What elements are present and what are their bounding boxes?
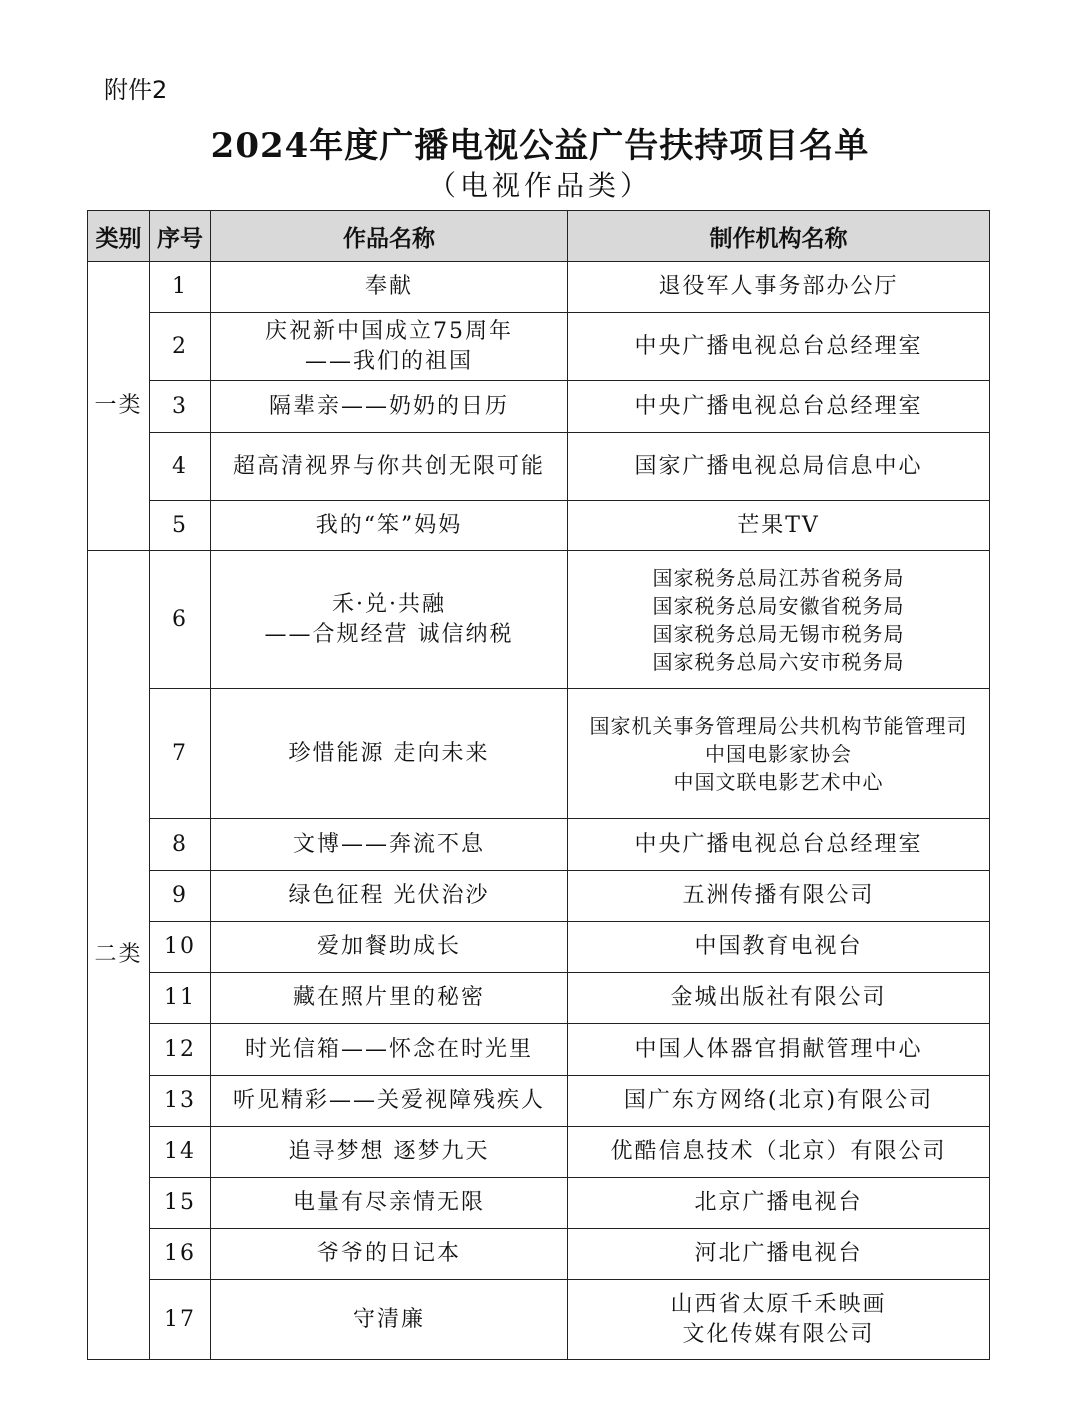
number-cell: 1	[150, 262, 211, 313]
organization-line: 国家税务总局江苏省税务局	[652, 565, 905, 590]
organization-cell	[568, 313, 990, 381]
work-name-cell	[211, 1178, 568, 1229]
organization-line: 国广东方网络(北京)有限公司	[623, 1088, 934, 1113]
organization-cell	[568, 871, 990, 922]
organization-line: 中央广播电视总台总经理室	[634, 831, 923, 857]
organization-line: 优酷信息技术（北京）有限公司	[610, 1139, 947, 1164]
work-name-cell	[211, 262, 568, 313]
work-name-cell	[211, 433, 568, 501]
organization-cell	[568, 1127, 990, 1178]
number-cell: 17	[150, 1280, 211, 1360]
number-cell: 11	[150, 973, 211, 1024]
organization-line: 金城出版社有限公司	[670, 985, 887, 1010]
organization-line: 河北广播电视台	[694, 1241, 863, 1266]
organization-cell	[568, 1178, 990, 1229]
organization-line: 国家税务总局六安市税务局	[652, 649, 905, 674]
organization-line: 中央广播电视总台总经理室	[634, 333, 923, 359]
organization-line: 国家税务总局安徽省税务局	[652, 593, 905, 618]
table-body	[88, 262, 990, 1360]
work-name-cell	[211, 1280, 568, 1360]
number-cell: 15	[150, 1178, 211, 1229]
category-cell: 二类	[88, 551, 150, 1360]
work-name-line: 听见精彩——关爱视障残疾人	[232, 1088, 545, 1113]
table-row	[88, 973, 990, 1024]
table-row	[88, 262, 990, 313]
organization-line: 山西省太原千禾映画	[670, 1291, 887, 1317]
number-cell: 10	[150, 922, 211, 973]
work-name-line: 藏在照片里的秘密	[292, 985, 485, 1010]
table-row	[88, 1024, 990, 1076]
organization-cell	[568, 501, 990, 551]
organization-cell	[568, 1024, 990, 1076]
work-name-cell	[211, 689, 568, 819]
table-row	[88, 433, 990, 501]
work-name-line: 庆祝新中国成立75周年	[265, 318, 513, 344]
header-organization-name: 制作机构名称	[568, 211, 990, 262]
work-name-cell	[211, 381, 568, 433]
work-name-line: 奉献	[364, 274, 413, 299]
number-cell: 5	[150, 501, 211, 551]
work-name-line: 时光信箱——怀念在时光里	[244, 1036, 533, 1062]
work-name-cell	[211, 871, 568, 922]
organization-cell	[568, 1076, 990, 1127]
organization-line: 芒果TV	[737, 512, 820, 538]
organization-line: 中国电影家协会	[705, 741, 852, 766]
header-work-name: 作品名称	[211, 211, 568, 262]
organization-cell	[568, 973, 990, 1024]
work-name-cell	[211, 1127, 568, 1178]
organization-line: 五洲传播有限公司	[682, 883, 875, 908]
work-name-line: 追寻梦想 逐梦九天	[288, 1139, 490, 1164]
organization-cell	[568, 1229, 990, 1280]
header-number: 序号	[150, 211, 211, 262]
project-list-table	[87, 210, 990, 1360]
table-row	[88, 1178, 990, 1229]
organization-cell	[568, 689, 990, 819]
number-cell: 7	[150, 689, 211, 819]
work-name-line: 我的“笨”妈妈	[315, 512, 463, 538]
organization-cell	[568, 551, 990, 689]
table-row	[88, 1229, 990, 1280]
organization-line: 中国文联电影艺术中心	[673, 769, 884, 794]
organization-cell	[568, 819, 990, 871]
organization-line: 国家税务总局无锡市税务局	[652, 621, 905, 646]
organization-line: 北京广播电视台	[694, 1190, 863, 1215]
work-name-line: 守清廉	[352, 1306, 425, 1332]
work-name-cell	[211, 501, 568, 551]
table-row	[88, 1076, 990, 1127]
attachment-label: 附件2	[104, 76, 168, 104]
number-cell: 2	[150, 313, 211, 381]
work-name-line: 禾·兑·共融	[332, 591, 446, 617]
table-row	[88, 313, 990, 381]
organization-line: 国家机关事务管理局公共机构节能管理司	[589, 713, 968, 738]
table-row	[88, 819, 990, 871]
table-row	[88, 381, 990, 433]
table-header-row	[88, 211, 990, 262]
organization-cell	[568, 381, 990, 433]
work-name-line: 超高清视界与你共创无限可能	[232, 453, 545, 479]
table-row	[88, 1280, 990, 1360]
work-name-line: ——合规经营 诚信纳税	[264, 621, 514, 647]
header-category: 类别	[88, 211, 150, 262]
work-name-line: 爱加餐助成长	[316, 934, 461, 959]
work-name-line: 绿色征程 光伏治沙	[288, 883, 490, 908]
organization-line: 文化传媒有限公司	[682, 1321, 875, 1347]
number-cell: 12	[150, 1024, 211, 1076]
work-name-line: 珍惜能源 走向未来	[288, 740, 490, 766]
organization-cell	[568, 433, 990, 501]
table-row	[88, 689, 990, 819]
work-name-line: ——我们的祖国	[304, 348, 473, 374]
number-cell: 4	[150, 433, 211, 501]
number-cell: 8	[150, 819, 211, 871]
organization-cell	[568, 922, 990, 973]
table-row	[88, 501, 990, 551]
document-subtitle: （电视作品类）	[427, 169, 652, 202]
number-cell: 3	[150, 381, 211, 433]
work-name-cell	[211, 819, 568, 871]
work-name-cell	[211, 973, 568, 1024]
organization-cell	[568, 262, 990, 313]
organization-line: 退役军人事务部办公厅	[658, 274, 899, 299]
category-cell: 一类	[88, 262, 150, 551]
organization-cell	[568, 1280, 990, 1360]
number-cell: 9	[150, 871, 211, 922]
number-cell: 16	[150, 1229, 211, 1280]
work-name-line: 电量有尽亲情无限	[292, 1190, 485, 1215]
table-row	[88, 551, 990, 689]
table-row	[88, 922, 990, 973]
work-name-cell	[211, 922, 568, 973]
work-name-cell	[211, 1229, 568, 1280]
table-row	[88, 1127, 990, 1178]
organization-line: 中央广播电视总台总经理室	[634, 393, 923, 419]
work-name-line: 爷爷的日记本	[316, 1241, 461, 1266]
work-name-line: 文博——奔流不息	[292, 831, 485, 857]
work-name-cell	[211, 313, 568, 381]
work-name-cell	[211, 1076, 568, 1127]
work-name-line: 隔辈亲——奶奶的日历	[268, 393, 509, 419]
table-row	[88, 871, 990, 922]
work-name-cell	[211, 551, 568, 689]
number-cell: 6	[150, 551, 211, 689]
number-cell: 14	[150, 1127, 211, 1178]
organization-line: 中国教育电视台	[694, 934, 863, 959]
organization-line: 中国人体器官捐献管理中心	[634, 1036, 923, 1062]
number-cell: 13	[150, 1076, 211, 1127]
work-name-cell	[211, 1024, 568, 1076]
document-title: 2024年度广播电视公益广告扶持项目名单	[210, 126, 870, 166]
organization-line: 国家广播电视总局信息中心	[634, 453, 923, 479]
